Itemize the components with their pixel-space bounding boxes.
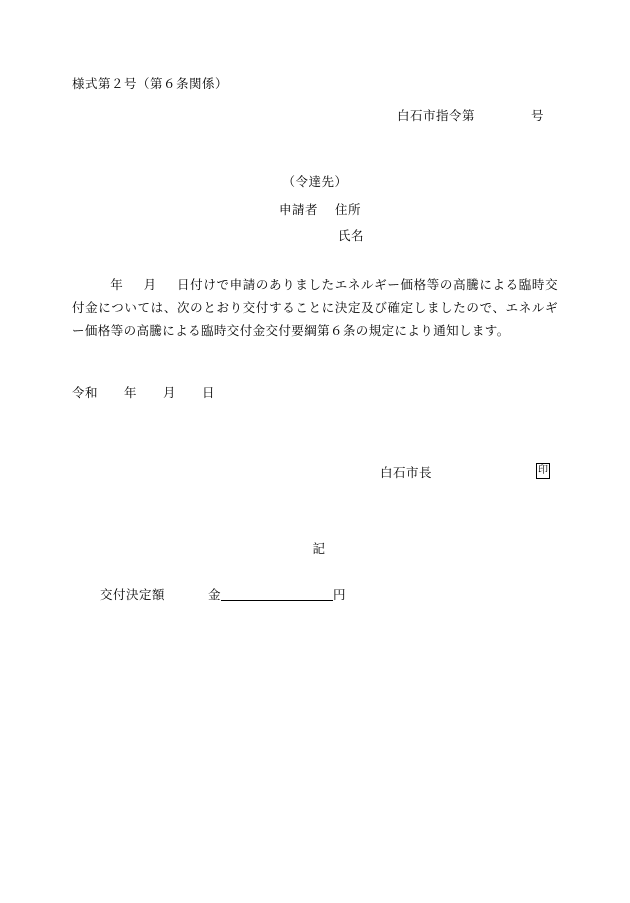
- applicant-label: 申請者: [278, 203, 318, 217]
- grant-amount-blank: [221, 587, 333, 601]
- era-label: 令和: [72, 386, 99, 401]
- body-main-text: 日付けで申請のありましたエネルギー価格等の高騰による臨時交付金については、次のとおり交付することに決定及び確定しましたので、エネルギー価格等の高騰による臨時交付金交付要綱第６条の規定により通知します。: [72, 278, 558, 339]
- day-label: 日: [202, 386, 216, 401]
- address-label: 住所: [334, 203, 361, 217]
- ki-heading: 記: [312, 542, 326, 557]
- currency-suffix: 円: [333, 588, 347, 603]
- document-number-label: 白石市指令第: [396, 109, 475, 123]
- form-number: 様式第２号（第６条関係）: [72, 77, 229, 91]
- grant-amount-label: 交付決定額: [100, 588, 166, 603]
- month-label: 月: [163, 386, 177, 401]
- addressee-title: （令達先）: [282, 175, 348, 189]
- document-number-suffix: 号: [530, 109, 544, 123]
- name-label: 氏名: [337, 229, 364, 243]
- notification-body: [72, 274, 558, 343]
- body-year-label: 年: [110, 278, 124, 292]
- applicant-address-line: [72, 200, 558, 218]
- body-month-label: 月: [143, 278, 157, 292]
- year-label: 年: [124, 386, 138, 401]
- addressee-block: [72, 172, 558, 244]
- applicant-name-line: [72, 226, 558, 244]
- currency-prefix: 金: [208, 588, 222, 603]
- seal-icon: 印: [536, 463, 550, 479]
- issuer-name: 白石市長: [379, 466, 432, 481]
- document-number-line: [72, 106, 558, 124]
- issuer-signature-row: [72, 463, 558, 481]
- issue-date-line: [72, 383, 558, 401]
- grant-amount-row: [72, 585, 558, 603]
